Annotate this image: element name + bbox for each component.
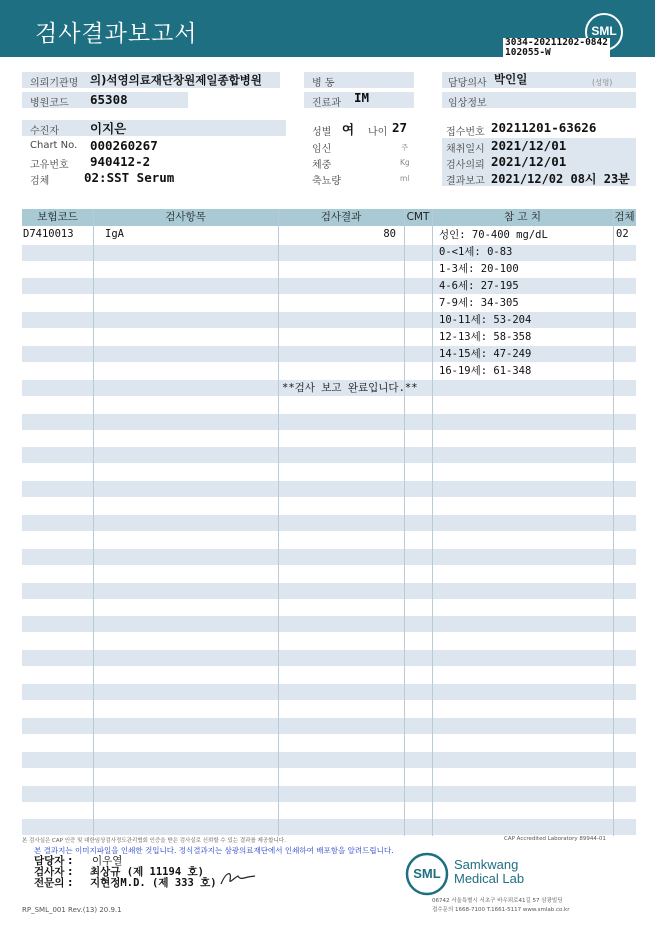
doctor-label: 담당의사 — [448, 78, 487, 89]
institution-label: 의뢰기관명 — [30, 78, 79, 89]
col-divider — [93, 209, 94, 836]
reference-line: 0-<1세: 0-83 — [439, 246, 513, 258]
reference-line: 성인: 70-400 mg/dL — [439, 229, 548, 241]
row-test-item: IgA — [105, 228, 124, 240]
header-test-item: 검사항목 — [165, 211, 206, 223]
ward-label: 병 동 — [312, 78, 335, 89]
row-result: 80 — [383, 228, 396, 240]
table-row-band — [22, 583, 636, 599]
header-reference: 참 고 치 — [503, 211, 542, 223]
specialist-label: 전문의 : — [34, 877, 73, 889]
examinee-label: 수진자 — [30, 126, 59, 137]
receipt-label: 접수번호 — [446, 127, 485, 138]
weight-label: 체중 — [312, 160, 332, 171]
sex-label: 성별 — [312, 127, 332, 138]
dept-value: IM — [354, 90, 370, 105]
chart-no-label: Chart No. — [30, 140, 78, 151]
table-row-band — [22, 616, 636, 632]
sex-value: 여 — [342, 122, 355, 137]
doctor-hint: (성명) — [592, 78, 613, 87]
dept-label: 진료과 — [312, 98, 341, 109]
report-label: 결과보고 — [446, 176, 485, 187]
lab-accreditation-note: 본 검사실은 CAP 인증 및 대한임상검사정도관리협회 인증을 받은 검사실로 신뢰할 수 있는 결과를 제공합니다. — [22, 838, 286, 844]
table-row-band — [22, 245, 636, 261]
col-divider — [432, 209, 433, 836]
header-insurance-code: 보험코드 — [37, 211, 78, 223]
receipt-value: 20211201-63626 — [491, 120, 597, 135]
table-row-band — [22, 819, 636, 835]
table-row-band — [22, 481, 636, 497]
lab-address: 06742 서울특별시 서초구 바우뫼로41길 57 삼광빌딩 — [432, 898, 563, 904]
table-row-band — [22, 684, 636, 700]
document-number: 3034-20211202-0842 102055-W — [505, 37, 608, 58]
reference-line: 10-11세: 53-204 — [439, 314, 532, 326]
clinical-info-label: 임상정보 — [448, 98, 487, 109]
examiner-label: 검사자 : — [34, 866, 73, 878]
col-divider — [613, 209, 614, 836]
col-divider — [278, 209, 279, 836]
sml-logo-text: SML — [591, 24, 617, 38]
table-row-band — [22, 414, 636, 430]
request-value: 2021/12/01 — [491, 154, 567, 169]
doctor-value: 박인일 — [494, 72, 528, 86]
samkwang-logo-text: SML — [413, 866, 441, 881]
institution-value: 의)석영의료재단창원제일종합병원 — [90, 73, 262, 87]
staff-value: 이우열 — [92, 855, 123, 867]
age-label: 나이 — [368, 127, 388, 138]
reference-line: 12-13세: 58-358 — [439, 331, 532, 343]
form-number: RP_SML_001 Rev.(13) 20.9.1 — [22, 906, 122, 914]
urine-label: 축뇨량 — [312, 176, 341, 187]
hospital-code-label: 병원코드 — [30, 98, 69, 109]
header-cmt: CMT — [406, 211, 430, 223]
table-row-band — [22, 278, 636, 294]
table-row-band — [22, 346, 636, 362]
examinee-value: 이지은 — [90, 121, 127, 136]
signature-icon — [218, 868, 258, 888]
staff-label: 담당자 : — [34, 855, 73, 867]
request-label: 검사의뢰 — [446, 160, 485, 171]
brand-name: Samkwang Medical Lab — [454, 857, 525, 886]
table-row-band — [22, 718, 636, 734]
chart-no-value: 000260267 — [90, 138, 158, 153]
row-specimen: 02 — [616, 228, 629, 240]
cap-note: CAP Accredited Laboratory 89944-01 — [504, 836, 606, 842]
pregnancy-unit: 주 — [401, 143, 409, 152]
reference-line: 1-3세: 20-100 — [439, 263, 519, 275]
hospital-code-value: 65308 — [90, 92, 128, 107]
specimen-label: 검체 — [30, 176, 50, 187]
examiner-value: 최상규 (제 11194 호) — [90, 866, 204, 878]
specimen-value: 02:SST Serum — [84, 170, 175, 185]
urine-unit: ml — [400, 174, 410, 183]
reference-line: 14-15세: 47-249 — [439, 348, 532, 360]
col-divider — [404, 209, 405, 836]
report-complete-note: **검사 보고 완료입니다.** — [282, 382, 418, 394]
table-row-band — [22, 752, 636, 768]
row-insurance-code: D7410013 — [23, 228, 74, 240]
table-row-band — [22, 549, 636, 565]
reference-line: 16-19세: 61-348 — [439, 365, 532, 377]
table-row-band — [22, 447, 636, 463]
collect-value: 2021/12/01 — [491, 138, 567, 153]
pregnancy-label: 임신 — [312, 144, 332, 155]
table-row-band — [22, 786, 636, 802]
header-specimen: 검체 — [614, 211, 635, 223]
reference-line: 7-9세: 34-305 — [439, 297, 519, 309]
reference-line: 4-6세: 27-195 — [439, 280, 519, 292]
unique-no-label: 고유번호 — [30, 160, 69, 171]
unique-no-value: 940412-2 — [90, 154, 151, 169]
table-row-band — [22, 650, 636, 666]
specialist-value: 지현정M.D. (제 333 호) — [90, 877, 217, 889]
examinee-field — [22, 120, 286, 136]
page-title: 검사결과보고서 — [35, 21, 198, 47]
report-value: 2021/12/02 08시 23분 — [491, 172, 630, 186]
table-row-band — [22, 515, 636, 531]
lab-contact: 접수문의 1668-7100 T.1661-5117 www.smlab.co.kr — [432, 907, 570, 913]
table-row-band — [22, 312, 636, 328]
collect-label: 채취일시 — [446, 144, 485, 155]
header-result: 검사결과 — [320, 211, 362, 223]
weight-unit: Kg — [400, 158, 410, 167]
print-notice: 본 결과지는 이미지파일을 인쇄한 것입니다. 정식결과지는 삼광의료재단에서 인쇄하여 배포함을 알려드립니다. — [34, 846, 394, 855]
age-value: 27 — [392, 120, 408, 135]
